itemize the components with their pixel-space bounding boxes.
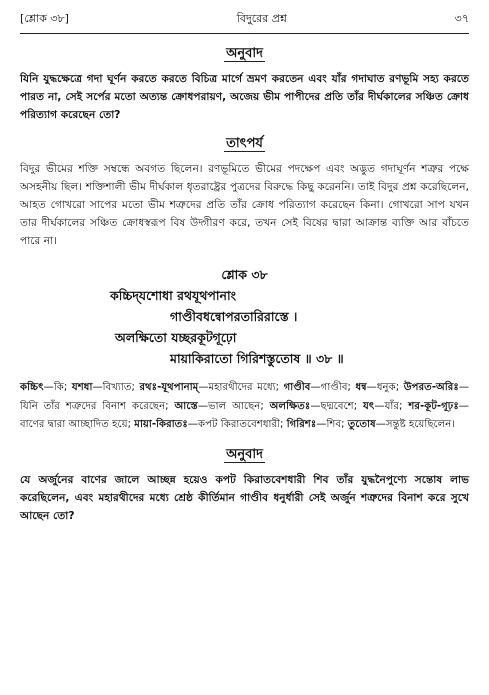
synonym-item: ধন্ব—ধনুক; xyxy=(355,382,404,393)
synonym-item: কচ্চিৎ—কি; xyxy=(20,382,72,393)
purport-heading: তাৎপর্য xyxy=(226,136,263,151)
header-page-number: ৩৭ xyxy=(454,12,469,25)
synonym-item: গাণ্ডীব—গাণ্ডীব; xyxy=(283,382,356,393)
purport-text: বিদুর ভীমের শক্তি সম্বন্ধে অবগত ছিলেন। রণভূমিতে ভীমের পদক্ষেপ এবং অদ্ভুত গদাঘূর্ণন শত্রুর পক্ষে অসহনীয় ছিল। শক্তিশালী ভীম দীর্ঘকাল ধৃতরাষ্ট্রের পুত্রদের বিরুদ্ধে কিছু করেননি। তাই বিদুর প্রশ্ন করেছিলেন, আহত গোখরো সাপের মতো ভীম শত্রুদের প্রতি তাঁর ক্রোধ পরিত্যাগ করেছেন কিনা। গোখরো সাপ যখন তার দীর্ঘকালের সঞ্চিত ক্রোধস্বরূপ বিষ উদ্গীরণ করে, তখন সেই বিষের দ্বারা আক্রান্ত ব্যক্তি আর বাঁচতে পারে না। xyxy=(20,163,469,247)
verse-block xyxy=(20,264,469,369)
translation-text: যিনি যুদ্ধক্ষেত্রে গদা ঘূর্ণন করতে করতে বিচিত্র মার্গে ভ্রমণ করতেন এবং যাঁর গদাঘাত রণভূমি সহ্য করতে পারত না, সেই সর্পের মতো অত্যন্ত ক্রোধপরায়ণ, অজেয় ভীম পাপীদের প্রতি তাঁর দীর্ঘকালের সঞ্চিত ক্রোধ পরিত্যাগ করেছেন তো? xyxy=(20,73,469,121)
verse-title: শ্লোক ৩৮ xyxy=(221,267,268,282)
synonym-item: রথঃ-যূথপানাম্—মহারথীদের মধ্যে; xyxy=(139,382,284,393)
synonym-item: যশধা—বিখ্যাত; xyxy=(71,382,140,393)
translation2-heading: অনুবাদ xyxy=(226,446,263,462)
page-header xyxy=(20,10,469,34)
synonym-item: মায়া-কিরাতঃ—কপট কিরাতবেশধারী; xyxy=(134,419,287,430)
synonym-item: উপরত-অরিঃ—যিনি তাঁর শত্রুদের বিনাশ করেছেন; xyxy=(20,382,470,412)
verse-line-2: গাণ্ডীবধন্বোপরতারিরাস্তে । xyxy=(170,309,298,324)
verse-line-3: অলক্ষিতো যচ্ছরকূটগূঢ়ো xyxy=(115,330,237,345)
verse-line-1: কচ্চিদ্‌যশোধা রথযূথপানাং xyxy=(110,288,236,303)
synonyms-block xyxy=(20,379,469,435)
synonym-item: গিরিশঃ—শিব; xyxy=(286,419,348,430)
synonym-item: তুতোষ—সন্তুষ্ট হয়েছিলেন। xyxy=(347,419,455,430)
translation2-text: যে অর্জুনের বাণের জালে আচ্ছন্ন হয়েও কপট কিরাতবেশধারী শিব তাঁর যুদ্ধনৈপুণ্যে সন্তোষ লাভ করেছিলেন, এবং মহারথীদের মধ্যে শ্রেষ্ঠ কীর্তিমান গাণ্ডীব ধনুর্ধারী সেই অর্জুন শত্রুদের বিনাশ করে সুখে আছেন তো? xyxy=(20,473,469,522)
synonym-item: অলক্ষিতঃ—ছদ্মবেশে; xyxy=(269,400,364,412)
header-chapter-title: বিদুরের প্রশ্ন xyxy=(236,12,287,25)
header-verse-ref: [শ্লোক ৩৮] xyxy=(20,12,69,25)
verse-line-4: মায়াকিরাতো গিরিশস্তুতোষ ॥ ৩৮ ॥ xyxy=(170,351,344,366)
translation-heading: অনুবাদ xyxy=(226,46,263,61)
synonym-item: আস্তে—ভাল আছেন; xyxy=(174,400,270,412)
synonym-item: শর-কূট-গূঢ়ঃ—বাণের দ্বারা আচ্ছাদিত হয়ে; xyxy=(20,400,469,430)
synonym-item: যৎ—যাঁর; xyxy=(363,400,409,412)
